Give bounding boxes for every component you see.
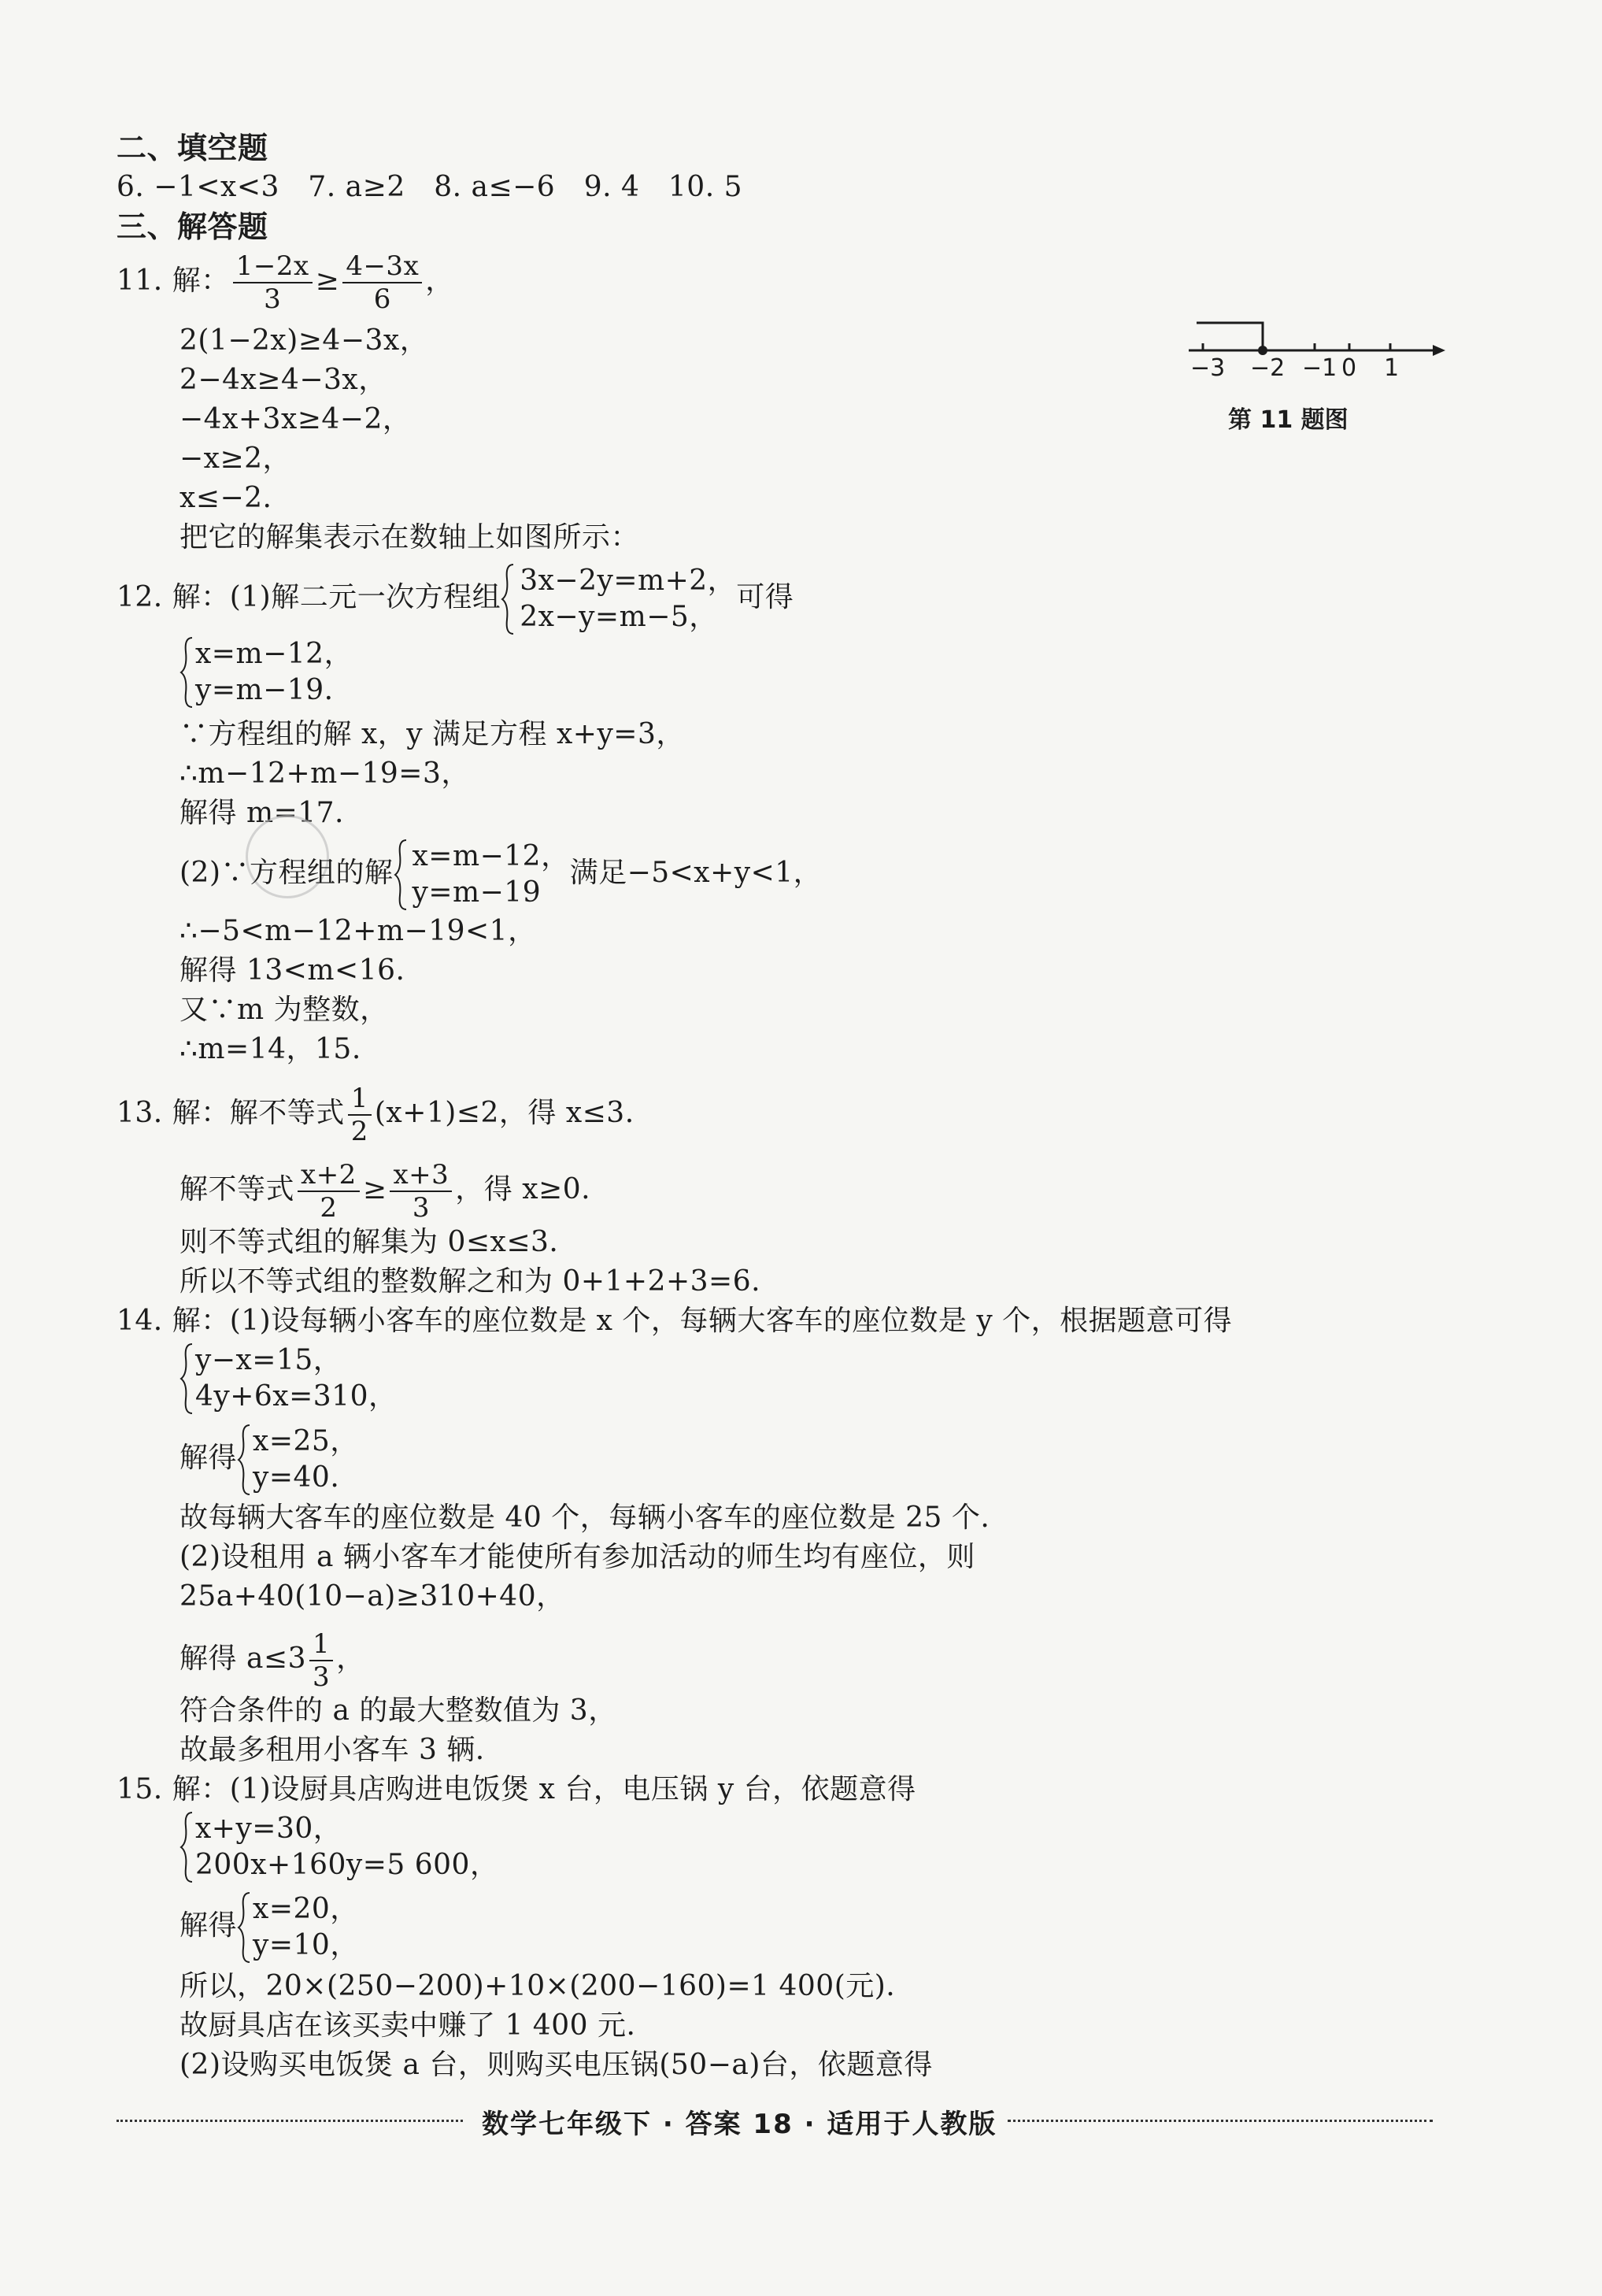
q11-step: −x≥2， — [179, 443, 292, 475]
q15-step: 所以，20×(250−200)+10×(200−160)=1 400(元). — [179, 1970, 896, 2002]
equation-system: y−x=15， 4y+6x=310， — [179, 1342, 398, 1415]
section-title-fill: 二、填空题 — [117, 131, 268, 165]
q14-fraction: $\frac{1}{3}$ — [309, 1628, 333, 1693]
q11-step: x≤−2. — [179, 482, 272, 514]
q15-system — [179, 1811, 498, 1883]
tick-label: −2 — [1250, 354, 1286, 382]
q12-head: 12. 解：(1)解二元一次方程组 — [117, 581, 501, 613]
q14-solve-head: 解得 a≤3 — [179, 1642, 306, 1675]
brace-icon — [237, 1424, 253, 1496]
q14-step: 故最多租用小客车 3 辆. — [179, 1734, 485, 1766]
arrow-icon — [1433, 345, 1445, 356]
q13-head-tail: (x+1)≤2，得 x≤3. — [374, 1097, 635, 1129]
brace-icon — [237, 1891, 253, 1964]
section-title-solve: 三、解答题 — [117, 209, 268, 244]
q11-step: 把它的解集表示在数轴上如图所示： — [179, 521, 640, 554]
q13-fraction: $\frac{1}{2}$ — [348, 1083, 372, 1147]
q11-tail: ， — [425, 265, 454, 297]
q15-solve-label: 解得 — [179, 1909, 238, 1942]
equation-system: x=m−12， y=m−19. — [179, 636, 353, 709]
q12-first-line — [117, 563, 794, 635]
q14-solve-tail: ， — [336, 1642, 365, 1675]
q12-step: ∴m−12+m−19=3， — [179, 757, 470, 790]
q15-solution — [179, 1891, 359, 1964]
figure-caption: 第 11 题图 — [1228, 406, 1349, 434]
tick-label: −1 — [1302, 354, 1337, 382]
q12-p2-head: (2)∵方程组的解 — [179, 857, 394, 889]
q11-fraction-left: $\frac{1-2x}{3}$ — [233, 250, 313, 315]
q13-step: 所以不等式组的整数解之和为 0+1+2+3=6. — [179, 1265, 761, 1298]
q14-step: 故每辆大客车的座位数是 40 个，每辆小客车的座位数是 25 个. — [179, 1502, 990, 1534]
q12-p2-tail: 满足−5<x+y<1， — [569, 857, 823, 889]
equation-system: x+y=30， 200x+160y=5 600， — [179, 1811, 498, 1883]
tick-label: −3 — [1190, 354, 1226, 382]
number-line-figure — [1181, 307, 1448, 449]
q12-part2-line — [179, 839, 822, 911]
q15-first-line: 15. 解：(1)设厨具店购进电饭煲 x 台，电压锅 y 台，依题意得 — [117, 1773, 916, 1805]
q12-step: 解得 13<m<16. — [179, 954, 405, 987]
q14-solution — [179, 1424, 359, 1496]
q13-fraction-left: $\frac{x+2}{2}$ — [298, 1159, 360, 1224]
q13-first-line — [117, 1083, 635, 1147]
q12-step: 解得 m=17. — [179, 797, 344, 829]
brace-icon — [179, 636, 195, 709]
brace-icon — [179, 1811, 195, 1883]
brace-icon — [501, 563, 516, 635]
q14-step: 25a+40(10−a)≥310+40， — [179, 1580, 565, 1613]
q11-relation: ≥ — [315, 265, 340, 297]
q11-first-line — [117, 250, 454, 315]
tick-label: 0 — [1341, 354, 1357, 382]
equation-system: 3x−2y=m+2， 2x−y=m−5， — [501, 563, 736, 635]
tick-label: 1 — [1384, 354, 1400, 382]
q11-step: 2(1−2x)≥4−3x， — [179, 324, 429, 357]
footer-divider-right — [1008, 2120, 1433, 2122]
q13-step: 则不等式组的解集为 0≤x≤3. — [179, 1226, 559, 1258]
q15-step: (2)设购买电饭煲 a 台，则购买电压锅(50−a)台，依题意得 — [179, 2049, 933, 2081]
q12-step: ∵方程组的解 x，y 满足方程 x+y=3， — [179, 718, 685, 750]
q13-fraction-right: $\frac{x+3}{3}$ — [390, 1159, 452, 1224]
q14-step: (2)设租用 a 辆小客车才能使所有参加活动的师生均有座位，则 — [179, 1541, 975, 1573]
brace-icon — [394, 839, 409, 911]
footer-text: 数学七年级下 · 答案 18 · 适用于人教版 — [482, 2109, 997, 2140]
q13-second-line — [179, 1159, 590, 1224]
q13-l2-head: 解不等式 — [179, 1173, 295, 1205]
q14-mixed-number-line — [179, 1628, 365, 1693]
q11-fraction-right: $\frac{4-3x}{6}$ — [342, 250, 422, 315]
footer-divider-left — [117, 2120, 463, 2122]
q14-first-line: 14. 解：(1)设每辆小客车的座位数是 x 个，每辆大客车的座位数是 y 个，根据题意可得 — [117, 1305, 1233, 1337]
q14-system — [179, 1342, 398, 1415]
solution-ray — [1197, 323, 1263, 350]
q15-step: 故厨具店在该买卖中赚了 1 400 元. — [179, 2009, 636, 2042]
equation-system: x=25， y=40. — [237, 1424, 359, 1496]
q11-head: 11. 解： — [117, 265, 230, 297]
q12-solution-system — [179, 636, 353, 709]
fill-answers: 6. −1<x<3 7. a≥2 8. a≤−6 9. 4 10. 5 — [117, 171, 742, 203]
q11-step: 2−4x≥4−3x， — [179, 364, 387, 396]
q12-step: 又∵m 为整数， — [179, 994, 389, 1026]
q11-step: −4x+3x≥4−2， — [179, 403, 412, 435]
q12-head-tail: 可得 — [736, 581, 794, 613]
q12-step: ∴m=14，15. — [179, 1033, 361, 1065]
q12-step: ∴−5<m−12+m−19<1， — [179, 915, 537, 947]
brace-icon — [179, 1342, 195, 1415]
q14-step: 符合条件的 a 的最大整数值为 3， — [179, 1694, 617, 1727]
q13-relation: ≥ — [362, 1173, 387, 1205]
equation-system: x=m−12， y=m−19 — [394, 839, 570, 911]
q13-l2-tail: ，得 x≥0. — [455, 1173, 591, 1205]
q14-solve-label: 解得 — [179, 1442, 238, 1474]
q13-head: 13. 解：解不等式 — [117, 1097, 345, 1129]
equation-system: x=20， y=10， — [237, 1891, 359, 1964]
